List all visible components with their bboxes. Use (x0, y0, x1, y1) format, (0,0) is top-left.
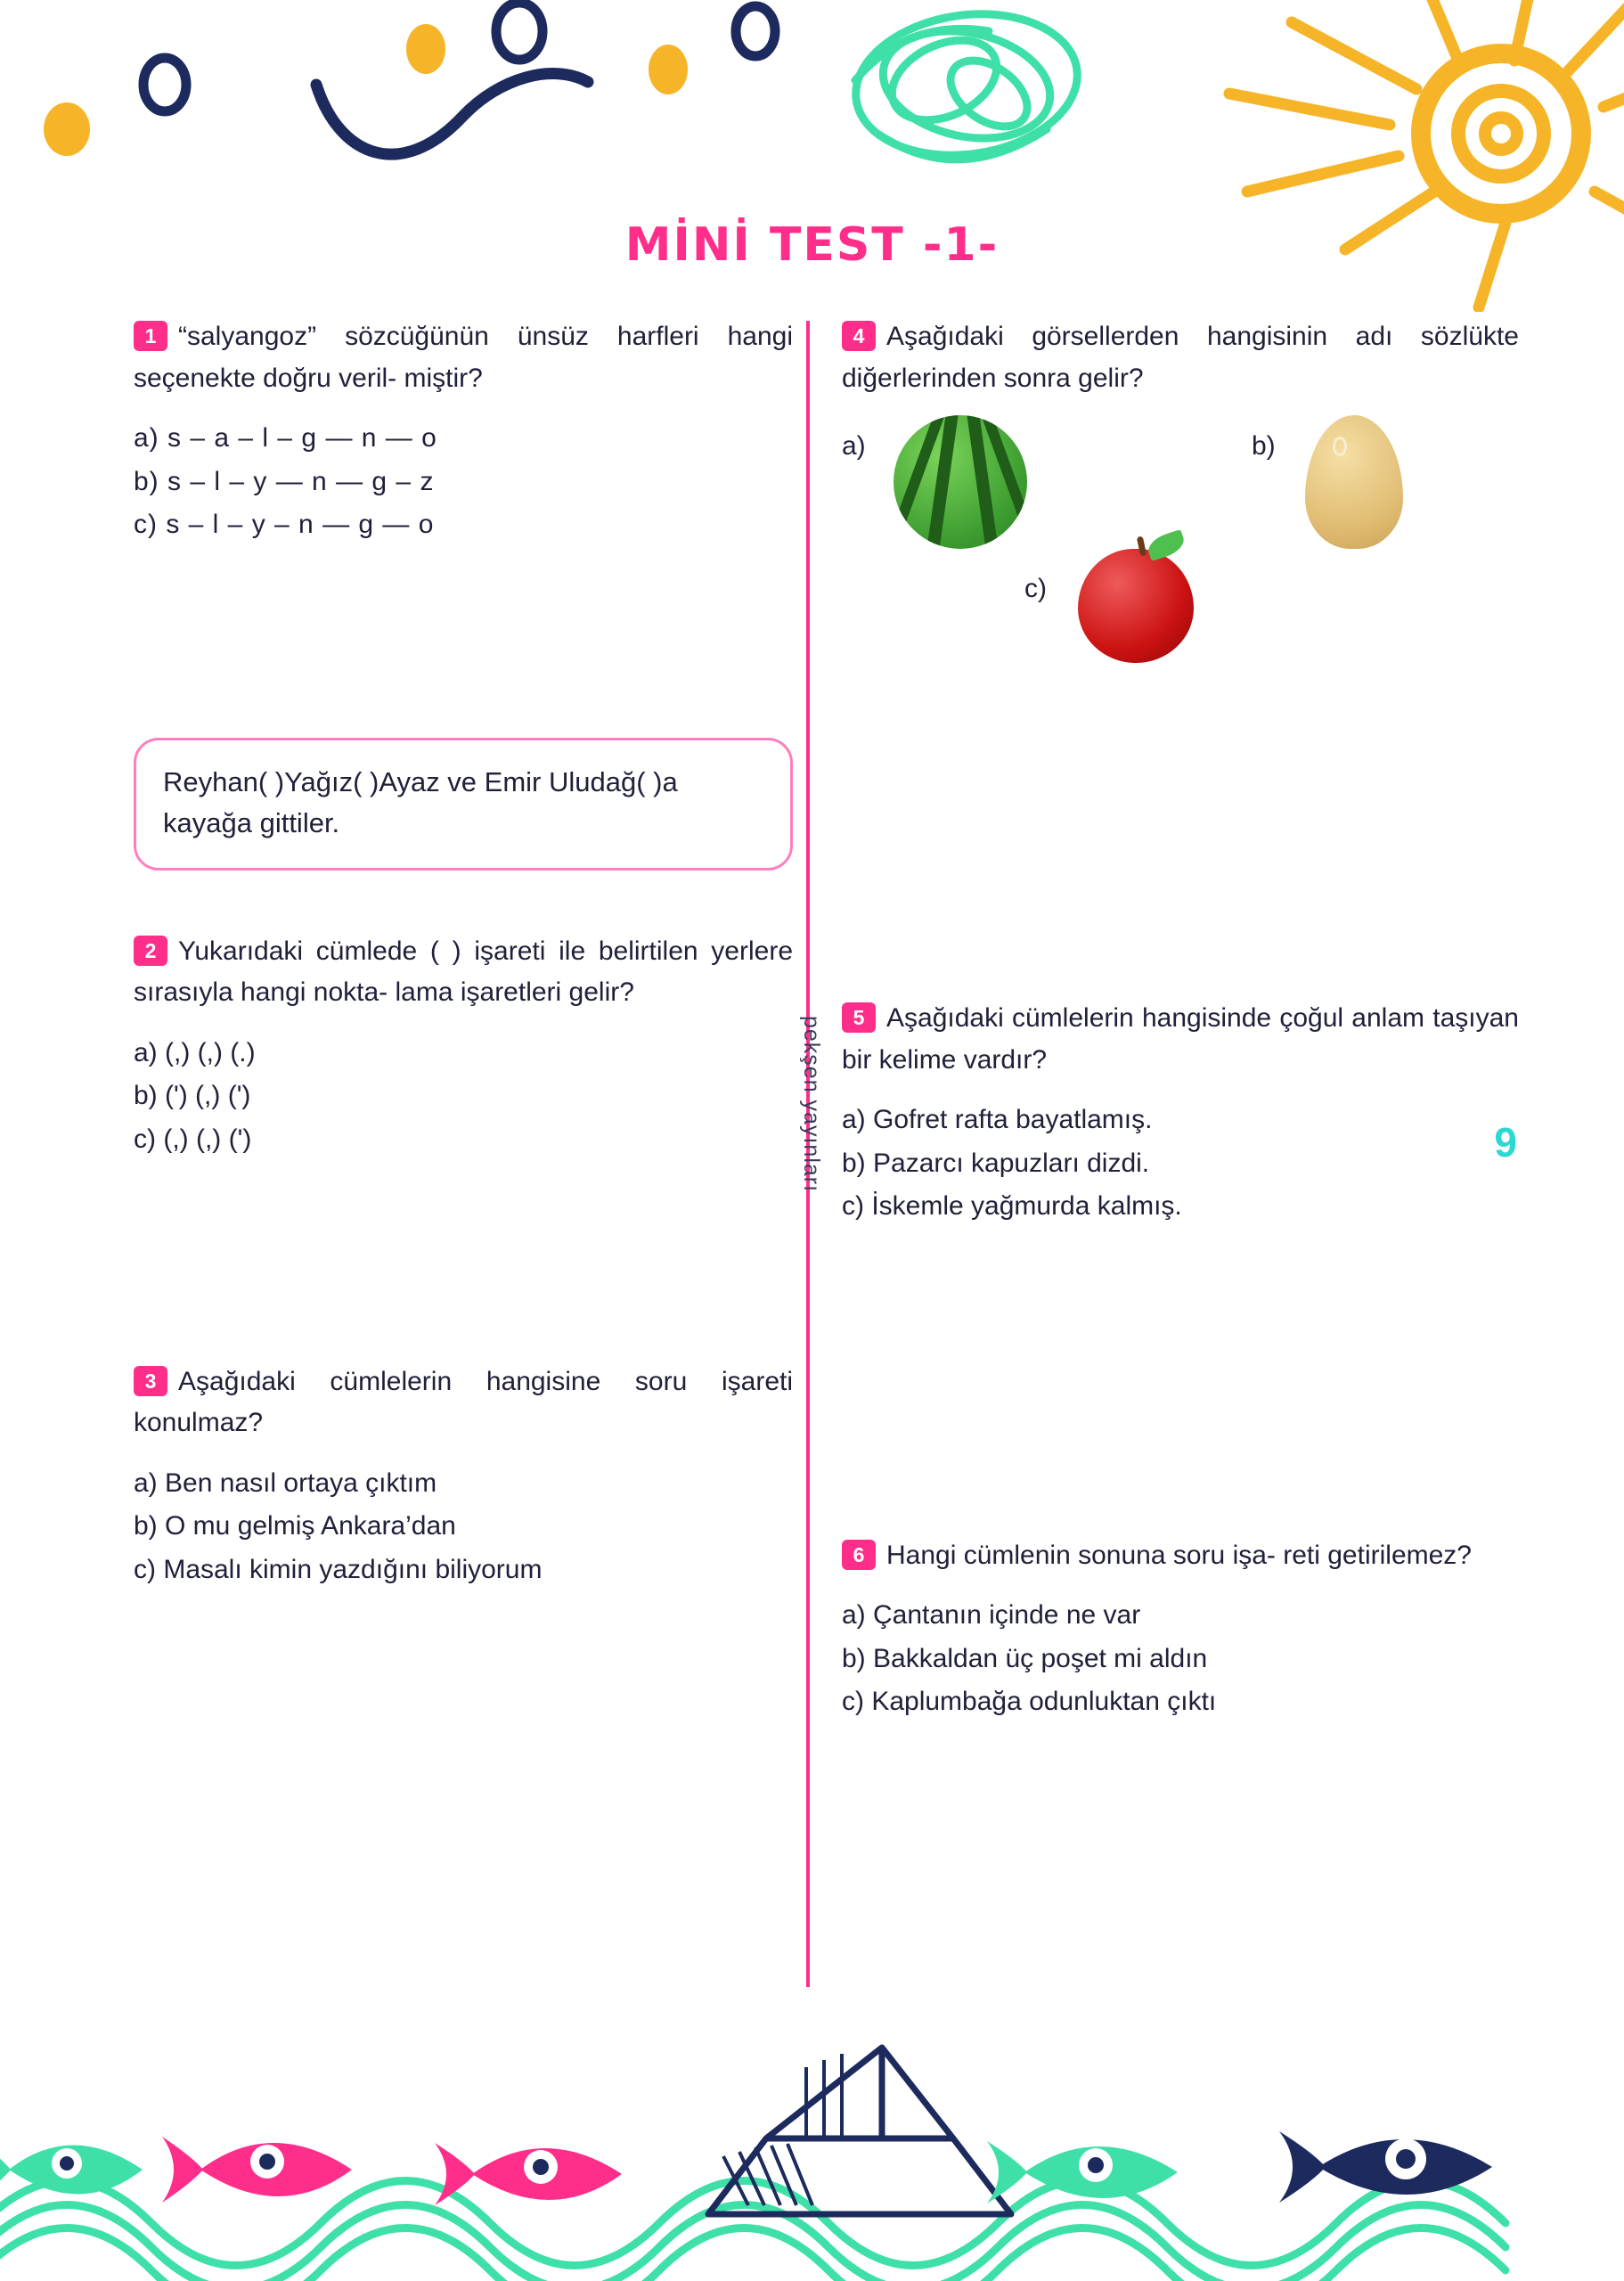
image-option-b-label: b) (1252, 431, 1276, 461)
question-5 (842, 998, 1519, 1229)
watermelon-icon[interactable] (894, 415, 1027, 549)
question-6-options (842, 1594, 1519, 1724)
question-5-number: 5 (842, 1002, 876, 1033)
question-1-text-wrap (134, 316, 793, 399)
question-5-text: Aşağıdaki cümlelerin hangisinde çoğul anlam taşıyan bir kelime vardır? (842, 1003, 1519, 1075)
sentence-box: Reyhan( )Yağız( )Ayaz ve Emir Uludağ( )a kayağa gittiler. (134, 738, 793, 871)
option-b[interactable]: b) O mu gelmiş Ankara’dan (134, 1511, 456, 1541)
question-2 (134, 931, 793, 1162)
option-c[interactable]: c) (,) (,) (') (134, 1124, 252, 1154)
option-c[interactable]: c) s – l – y – n — g — o (134, 510, 435, 540)
bottom-decoration-fish-band (0, 2014, 1624, 2281)
option-a[interactable]: a) (,) (,) (.) (134, 1037, 256, 1067)
option-a[interactable]: a) Çantanın içinde ne var (842, 1600, 1141, 1631)
question-3-text-wrap (134, 1361, 793, 1444)
option-c[interactable]: c) Masalı kimin yazdığını biliyorum (134, 1554, 543, 1584)
question-1-number: 1 (134, 321, 167, 351)
question-1-text: “salyangoz” sözcüğünün ünsüz harfleri hangi seçenekte doğru veril- miştir? (134, 322, 793, 393)
image-option-c-label: c) (1024, 574, 1047, 603)
question-3-number: 3 (134, 1366, 167, 1396)
question-3-text: Aşağıdaki cümlelerin hangisine soru işareti konulmaz? (134, 1366, 793, 1438)
question-6-number: 6 (842, 1540, 876, 1570)
option-b[interactable]: b) s – l – y — n — g – z (134, 466, 435, 496)
option-c[interactable]: c) Kaplumbağa odunluktan çıktı (842, 1687, 1217, 1717)
fish-icon (987, 2141, 1178, 2203)
question-2-text-wrap (134, 931, 793, 1014)
question-4-text-wrap (842, 316, 1519, 399)
question-6 (842, 1535, 1519, 1724)
question-1-options (134, 417, 793, 547)
option-c[interactable]: c) İskemle yağmurda kalmış. (842, 1191, 1182, 1222)
question-3-options (134, 1462, 793, 1592)
right-column (842, 316, 1519, 1737)
egg-icon[interactable] (1305, 415, 1403, 549)
image-option-a-label: a) (842, 431, 866, 461)
option-b[interactable]: b) Bakkaldan üç poşet mi aldın (842, 1643, 1208, 1673)
option-a[interactable]: a) Gofret rafta bayatlamış. (842, 1105, 1153, 1134)
page-title: MİNİ TEST -1- (624, 218, 1000, 272)
option-b[interactable]: b) (') (,) (') (134, 1081, 251, 1111)
option-a[interactable]: a) s – a – l – g — n — o (134, 423, 437, 453)
fish-icon (162, 2137, 352, 2203)
question-6-text-wrap (842, 1535, 1519, 1577)
question-3 (134, 1361, 793, 1592)
question-2-number: 2 (134, 936, 167, 966)
apple-icon[interactable] (1078, 549, 1194, 663)
question-6-text: Hangi cümlenin sonuna soru işa- reti getirilemez? (886, 1540, 1472, 1570)
publisher-brand: pekşen yayınları (799, 1016, 824, 1193)
question-2-options (134, 1032, 793, 1162)
question-2-text: Yukarıdaki cümlede ( ) işareti ile belirtilen yerlere sırasıyla hangi nokta- lama işaretleri gelir? (134, 936, 793, 1008)
question-5-text-wrap (842, 998, 1519, 1081)
question-5-options (842, 1099, 1519, 1229)
paper-boat-icon (708, 2048, 1011, 2214)
question-4-image-options (842, 415, 1519, 691)
option-a[interactable]: a) Ben nasıl ortaya çıktım (134, 1468, 437, 1498)
question-4-text: Aşağıdaki görsellerden hangisinin adı sözlükte diğerlerinden sonra gelir? (842, 322, 1519, 393)
left-column (134, 316, 793, 1604)
question-4 (842, 316, 1519, 691)
page-number: 9 (1494, 1119, 1517, 1165)
question-4-number: 4 (842, 321, 876, 351)
option-b[interactable]: b) Pazarcı kapuzları dizdi. (842, 1148, 1150, 1178)
question-1 (134, 316, 793, 547)
